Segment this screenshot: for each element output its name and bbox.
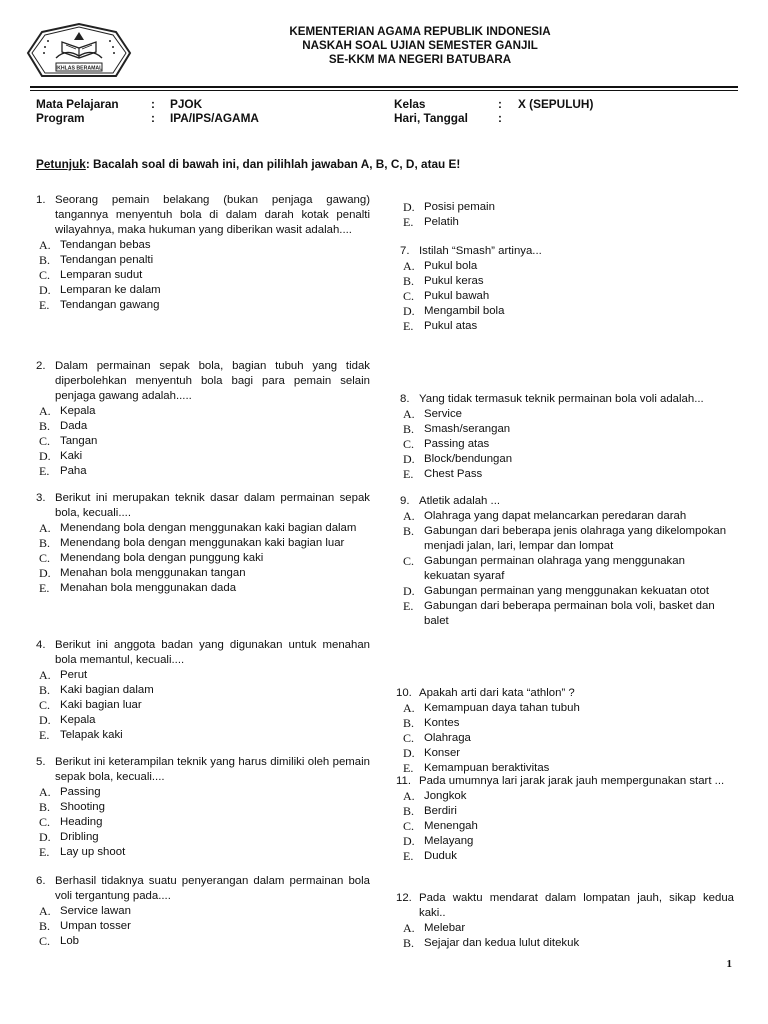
answer-option: [400, 746, 734, 761]
question-text: [36, 193, 370, 238]
answer-option: [400, 921, 734, 936]
question-stem: Seorang pemain belakang (bukan penjaga gawang) tangannya menyentuh bola di dalam darah kotak penalti wilayahnya, maka hukuman yang diberikan wasit adalah....: [55, 194, 370, 236]
option-text: Jongkok: [424, 790, 467, 802]
kelas-colon: :: [498, 97, 502, 111]
option-letter: A.: [39, 668, 51, 682]
option-text: Service: [424, 408, 462, 420]
kelas-value: X (SEPULUH): [518, 97, 594, 111]
answer-option: [400, 834, 734, 849]
answer-option: [400, 936, 734, 951]
answer-option: [36, 419, 370, 434]
answer-option: [400, 274, 734, 289]
answer-option: [400, 701, 734, 716]
option-text: Paha: [60, 465, 87, 477]
answer-option: [400, 599, 734, 629]
option-letter: E.: [39, 464, 50, 478]
answer-option: [400, 259, 734, 274]
question-number: 7.: [400, 245, 410, 257]
option-text: Olahraga: [424, 732, 471, 744]
option-letter: A.: [39, 521, 51, 535]
option-text: Kemampuan beraktivitas: [424, 762, 550, 774]
option-letter: A.: [403, 259, 415, 273]
answer-option: [36, 800, 370, 815]
question-block: [36, 359, 370, 479]
option-text: Duduk: [424, 850, 457, 862]
answer-option: [400, 407, 734, 422]
answer-option: [36, 713, 370, 728]
option-letter: E.: [39, 728, 50, 742]
hari-colon: :: [498, 111, 502, 125]
option-text: Kemampuan daya tahan tubuh: [424, 702, 580, 714]
option-letter: E.: [39, 581, 50, 595]
option-letter: B.: [403, 524, 415, 538]
question-block: [400, 244, 734, 334]
question-text: [36, 359, 370, 404]
option-letter: E.: [39, 298, 50, 312]
option-letter: B.: [39, 919, 51, 933]
header-line-2: NASKAH SOAL UJIAN SEMESTER GANJIL: [302, 39, 538, 52]
mapel-label: Mata Pelajaran: [36, 97, 119, 111]
header-rule-thick: [30, 86, 738, 88]
option-letter: A.: [403, 407, 415, 421]
question-stem: Berikut ini anggota badan yang digunakan untuk menahan bola memantul, kecuali....: [55, 639, 370, 666]
option-letter: A.: [39, 238, 51, 252]
option-text: Kepala: [60, 714, 96, 726]
option-text: Melebar: [424, 922, 466, 934]
question-number: 11.: [396, 775, 411, 787]
answer-option: [400, 289, 734, 304]
question-number: 2.: [36, 360, 46, 372]
answer-option: [36, 698, 370, 713]
option-letter: B.: [403, 804, 415, 818]
question-stem: Yang tidak termasuk teknik permainan bola voli adalah...: [419, 393, 704, 405]
program-colon: :: [151, 111, 155, 125]
answer-option: [400, 437, 734, 452]
option-letter: D.: [39, 283, 51, 297]
option-letter: D.: [403, 834, 415, 848]
option-letter: C.: [403, 731, 415, 745]
option-text: Gabungan permainan olahraga yang menggunakan kekuatan syaraf: [424, 555, 685, 582]
option-text: Telapak kaki: [60, 729, 123, 741]
option-letter: B.: [403, 422, 415, 436]
question-text: [36, 638, 370, 668]
option-text: Mengambil bola: [424, 305, 505, 317]
answer-option: [36, 683, 370, 698]
answer-option: [36, 521, 370, 536]
option-text: Pukul atas: [424, 320, 478, 332]
option-text: Kepala: [60, 405, 96, 417]
option-letter: E.: [39, 845, 50, 859]
question-number: 10.: [396, 687, 412, 699]
option-letter: D.: [403, 746, 415, 760]
option-text: Berdiri: [424, 805, 457, 817]
question-block: [36, 874, 370, 949]
option-letter: C.: [39, 934, 51, 948]
question-text: [396, 891, 734, 921]
option-letter: B.: [403, 936, 415, 950]
question-block: [36, 638, 370, 743]
option-text: Gabungan dari beberapa permainan bola voli, basket dan balet: [424, 600, 715, 627]
option-letter: A.: [39, 404, 51, 418]
program-label: Program: [36, 111, 85, 125]
option-text: Tendangan penalti: [60, 254, 154, 266]
option-letter: E.: [403, 761, 414, 775]
option-text: Pukul keras: [424, 275, 484, 287]
option-text: Kaki bagian dalam: [60, 684, 154, 696]
question-stem: Dalam permainan sepak bola, bagian tubuh yang tidak diperbolehkan menyentuh bola bagi para pemain selain penjaga gawang adalah.....: [55, 360, 370, 402]
answer-option: [36, 830, 370, 845]
option-text: Chest Pass: [424, 468, 483, 480]
option-letter: D.: [39, 449, 51, 463]
option-text: Melayang: [424, 835, 474, 847]
option-text: Umpan tosser: [60, 920, 131, 932]
option-text: Konser: [424, 747, 461, 759]
option-text: Dada: [60, 420, 88, 432]
option-text: Menendang bola dengan punggung kaki: [60, 552, 264, 564]
page-number: 1: [726, 958, 732, 970]
answer-option: [36, 566, 370, 581]
question-text: [36, 755, 370, 785]
question-text: [400, 392, 734, 407]
option-letter: D.: [403, 584, 415, 598]
question-number: 12.: [396, 892, 412, 904]
option-letter: C.: [39, 815, 51, 829]
option-letter: D.: [403, 452, 415, 466]
answer-option: [400, 200, 734, 215]
question-text: [396, 686, 734, 701]
question-stem: Istilah “Smash” artinya...: [419, 245, 542, 257]
question-number: 5.: [36, 756, 46, 768]
answer-option: [36, 268, 370, 283]
answer-option: [36, 238, 370, 253]
option-letter: A.: [39, 785, 51, 799]
answer-option: [36, 551, 370, 566]
answer-option: [36, 464, 370, 479]
option-text: Menahan bola menggunakan tangan: [60, 567, 246, 579]
question-block: [36, 193, 370, 313]
option-text: Passing atas: [424, 438, 490, 450]
right-column-continuation: [400, 200, 734, 230]
mapel-colon: :: [151, 97, 155, 111]
answer-option: [400, 452, 734, 467]
question-number: 6.: [36, 875, 46, 887]
answer-option: [400, 804, 734, 819]
answer-option: [36, 434, 370, 449]
question-text: [36, 874, 370, 904]
option-text: Tendangan gawang: [60, 299, 160, 311]
question-block: [36, 755, 370, 860]
answer-option: [36, 581, 370, 596]
option-letter: B.: [39, 800, 51, 814]
answer-option: [400, 819, 734, 834]
answer-option: [400, 509, 734, 524]
option-letter: D.: [39, 830, 51, 844]
option-text: Heading: [60, 816, 103, 828]
option-text: Lob: [60, 935, 80, 947]
option-letter: C.: [403, 289, 415, 303]
option-text: Smash/serangan: [424, 423, 511, 435]
answer-option: [400, 467, 734, 482]
question-number: 1.: [36, 194, 46, 206]
question-text: [396, 774, 734, 789]
option-text: Block/bendungan: [424, 453, 513, 465]
answer-option: [36, 668, 370, 683]
answer-option: [36, 919, 370, 934]
option-letter: A.: [403, 509, 415, 523]
answer-option: [36, 785, 370, 800]
header-line-1: KEMENTERIAN AGAMA REPUBLIK INDONESIA: [289, 25, 551, 38]
option-letter: C.: [39, 434, 51, 448]
answer-option: [36, 815, 370, 830]
question-block: [36, 491, 370, 596]
option-letter: C.: [39, 268, 51, 282]
option-text: Lay up shoot: [60, 846, 126, 858]
option-letter: A.: [39, 904, 51, 918]
option-text: Olahraga yang dapat melancarkan peredaran darah: [424, 510, 687, 522]
option-text: Menendang bola dengan menggunakan kaki bagian luar: [60, 537, 345, 549]
question-text: [36, 491, 370, 521]
logo-text: IKHLAS BERAMAL: [55, 65, 103, 72]
option-text: Kontes: [424, 717, 460, 729]
option-letter: D.: [403, 304, 415, 318]
option-text: Posisi pemain: [424, 201, 495, 213]
option-text: Gabungan permainan yang menggunakan kekuatan otot: [424, 585, 709, 597]
answer-option: [400, 319, 734, 334]
option-text: Kaki: [60, 450, 83, 462]
option-text: Pukul bola: [424, 260, 478, 272]
option-letter: B.: [39, 683, 51, 697]
option-letter: E.: [403, 849, 414, 863]
question-text: [400, 244, 734, 259]
answer-option: [400, 789, 734, 804]
option-text: Service lawan: [60, 905, 131, 917]
option-letter: C.: [39, 698, 51, 712]
option-letter: A.: [403, 701, 415, 715]
answer-option: [36, 404, 370, 419]
answer-option: [36, 728, 370, 743]
option-letter: D.: [39, 566, 51, 580]
question-stem: Berikut ini merupakan teknik dasar dalam permainan sepak bola, kecuali....: [55, 492, 370, 519]
kelas-label: Kelas: [394, 97, 426, 111]
question-number: 3.: [36, 492, 46, 504]
answer-option: [36, 904, 370, 919]
answer-option: [36, 449, 370, 464]
option-text: Menengah: [424, 820, 478, 832]
option-text: Dribling: [60, 831, 99, 843]
option-letter: C.: [403, 819, 415, 833]
option-letter: E.: [403, 215, 414, 229]
kemenag-logo: [26, 22, 132, 84]
answer-option: [400, 584, 734, 599]
question-stem: Apakah arti dari kata “athlon” ?: [419, 687, 575, 699]
option-letter: C.: [39, 551, 51, 565]
answer-option: [400, 849, 734, 864]
option-letter: E.: [403, 599, 414, 613]
option-letter: A.: [403, 921, 415, 935]
option-text: Pukul bawah: [424, 290, 490, 302]
question-text: [400, 494, 734, 509]
option-letter: B.: [403, 274, 415, 288]
mapel-value: PJOK: [170, 97, 203, 111]
option-text: Passing: [60, 786, 101, 798]
question-stem: Pada umumnya lari jarak jarak jauh mempergunakan start ...: [419, 775, 725, 787]
option-letter: A.: [403, 789, 415, 803]
question-block: [400, 494, 734, 629]
option-text: Menahan bola menggunakan dada: [60, 582, 237, 594]
answer-option: [36, 298, 370, 313]
answer-option: [36, 536, 370, 551]
question-stem: Atletik adalah ...: [419, 495, 501, 507]
option-letter: B.: [39, 536, 51, 550]
answer-option: [400, 731, 734, 746]
answer-option: [400, 304, 734, 319]
option-letter: B.: [39, 419, 51, 433]
option-text: Pelatih: [424, 216, 459, 228]
option-text: Lemparan sudut: [60, 269, 143, 281]
petunjuk-text: : Bacalah soal di bawah ini, dan pilihlah jawaban A, B, C, D, atau E!: [85, 157, 461, 171]
answer-option: [36, 934, 370, 949]
question-block: [396, 686, 734, 776]
petunjuk: [36, 157, 460, 171]
answer-option: [36, 253, 370, 268]
option-letter: E.: [403, 319, 414, 333]
option-letter: E.: [403, 467, 414, 481]
option-text: Lemparan ke dalam: [60, 284, 161, 296]
answer-option: [400, 524, 734, 554]
option-text: Gabungan dari beberapa jenis olahraga yang dikelompokan menjadi jalan, lari, lempar dan lompat: [424, 525, 727, 552]
question-block: [396, 774, 734, 864]
answer-option: [36, 283, 370, 298]
hari-label: Hari, Tanggal: [394, 111, 468, 125]
option-text: Tangan: [60, 435, 98, 447]
question-stem: Berhasil tidaknya suatu penyerangan dalam permainan bola voli tergantung pada....: [55, 875, 370, 902]
question-number: 8.: [400, 393, 410, 405]
option-text: Tendangan bebas: [60, 239, 151, 251]
answer-option: [400, 215, 734, 230]
option-text: Sejajar dan kedua lulut ditekuk: [424, 937, 580, 949]
question-block: [400, 392, 734, 482]
option-letter: C.: [403, 554, 415, 568]
option-text: Kaki bagian luar: [60, 699, 142, 711]
petunjuk-label: Petunjuk: [36, 157, 86, 171]
option-letter: B.: [403, 716, 415, 730]
answer-option: [400, 554, 734, 584]
option-letter: C.: [403, 437, 415, 451]
answer-option: [36, 845, 370, 860]
question-block: [396, 891, 734, 951]
answer-option: [400, 422, 734, 437]
option-text: Perut: [60, 669, 88, 681]
option-text: Shooting: [60, 801, 105, 813]
option-letter: D.: [39, 713, 51, 727]
question-stem: Berikut ini keterampilan teknik yang harus dimiliki oleh pemain sepak bola, kecuali....: [55, 756, 370, 783]
option-letter: D.: [403, 200, 415, 214]
header-rule-thin: [30, 90, 738, 91]
question-number: 4.: [36, 639, 46, 651]
option-letter: B.: [39, 253, 51, 267]
answer-option: [400, 716, 734, 731]
option-text: Menendang bola dengan menggunakan kaki bagian dalam: [60, 522, 357, 534]
program-value: IPA/IPS/AGAMA: [170, 111, 259, 125]
question-number: 9.: [400, 495, 410, 507]
header-line-3: SE-KKM MA NEGERI BATUBARA: [328, 53, 512, 66]
question-stem: Pada waktu mendarat dalam lompatan jauh, sikap kedua kaki..: [419, 892, 734, 919]
